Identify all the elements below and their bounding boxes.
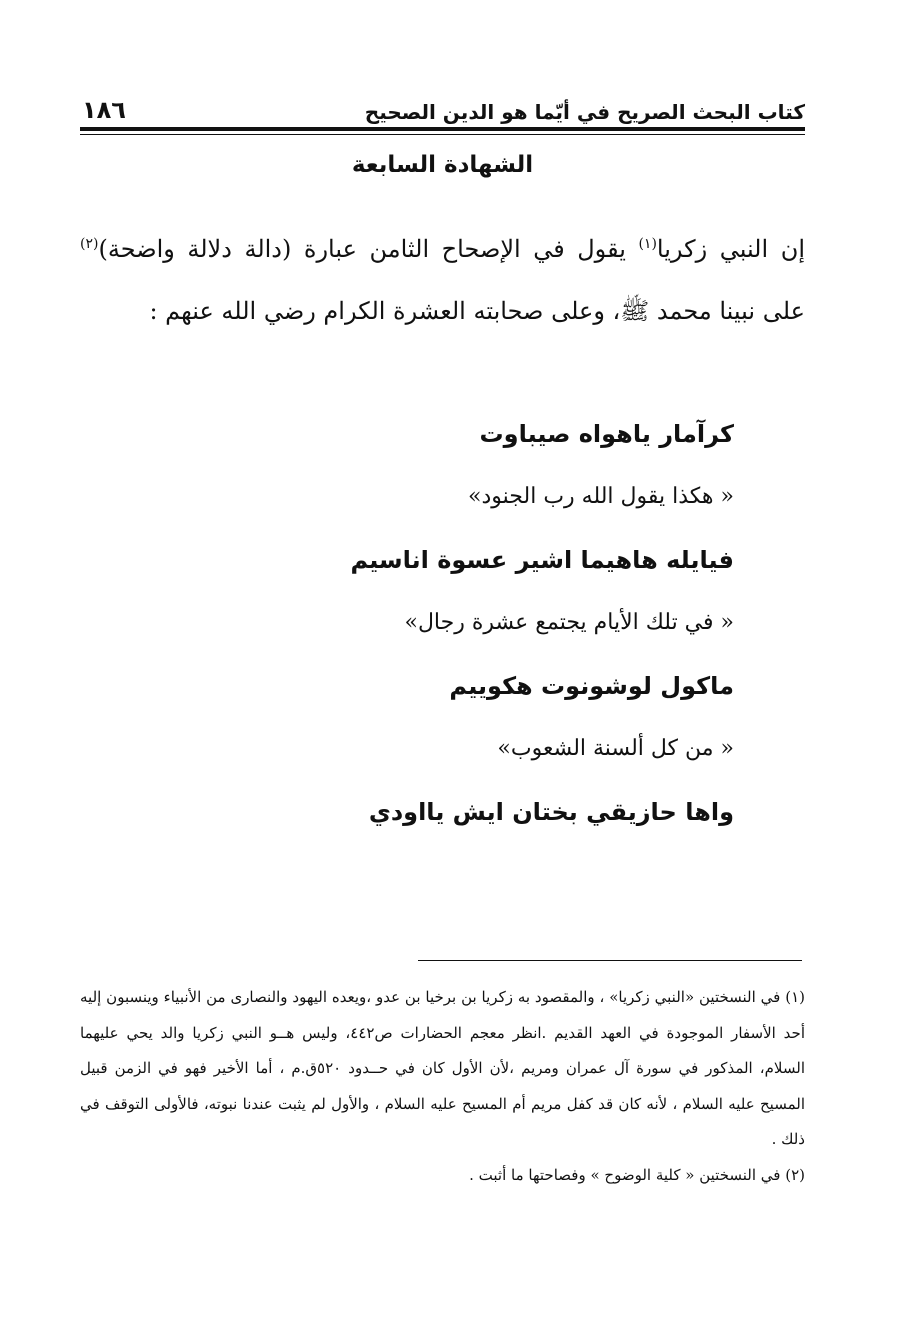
verse-translation-3: « من كل ألسنة الشعوب» — [497, 736, 734, 761]
header-rule-thin — [80, 134, 805, 135]
intro-part-2: يقول في الإصحاح الثامن عبارة (دالة دلالة واضحة) — [98, 235, 639, 263]
verse-hebrew-1: كرآمار ياهواه صيباوت — [479, 420, 734, 448]
verse-hebrew-3: ماكول لوشونوت هكوييم — [449, 672, 734, 700]
footnote-2: (٢) في النسختين « كلية الوضوح » وفصاحتها ما أثبت . — [469, 1165, 805, 1184]
footnote-ref-1: (١) — [638, 236, 657, 252]
verse-hebrew-4: واها حازيقي بختان ايش يااودي — [368, 798, 734, 826]
verse-translation-2: « في تلك الأيام يجتمع عشرة رجال» — [404, 610, 734, 635]
running-title: كتاب البحث الصريح في أيّما هو الدين الصحيح — [364, 100, 805, 124]
section-title: الشهادة السابعة — [351, 152, 534, 178]
header-rule-thick — [80, 127, 805, 131]
footnote-1: (١) في النسختين «النبي زكريا» ، والمقصود به زكريا بن برخيا بن عدو ،ويعده اليهود والنصارى من الأنبياء وينسبون إليه أحد الأسفار الموجودة في العهد القديم .انظر معجم الحضارات ص٤٤٢، وليس هــو النبي زكريا والد يحي عليهما السلام، المذكور في سورة آل عمران ومريم ،لأن الأول كان في حــدود ٥٢٠ق.م ، أما الأخير فهو في الزمن قبيل المسيح عليه السلام ، لأنه كان قد كفل مريم أم المسيح عليه السلام ، والأول لم يثبت عندنا نبوته، فالأولى التوقف في ذلك . — [80, 988, 805, 1148]
intro-part-3: على نبينا محمد ﷺ، وعلى صحابته العشرة الكرام رضي الله عنهم : — [149, 297, 805, 325]
running-header — [82, 88, 805, 124]
verse-block — [134, 410, 734, 851]
intro-part-1: إن النبي زكريا — [656, 235, 805, 263]
verse-hebrew-2: فيايله هاهيما اشير عسوة اناسيم — [350, 546, 734, 574]
page-number: ١٨٦ — [82, 96, 126, 124]
footnote-ref-2: (٢) — [80, 236, 99, 252]
intro-paragraph — [80, 218, 805, 342]
verse-translation-1: « هكذا يقول الله رب الجنود» — [468, 484, 734, 509]
footnote-separator — [418, 960, 802, 961]
footnotes — [80, 980, 805, 1193]
